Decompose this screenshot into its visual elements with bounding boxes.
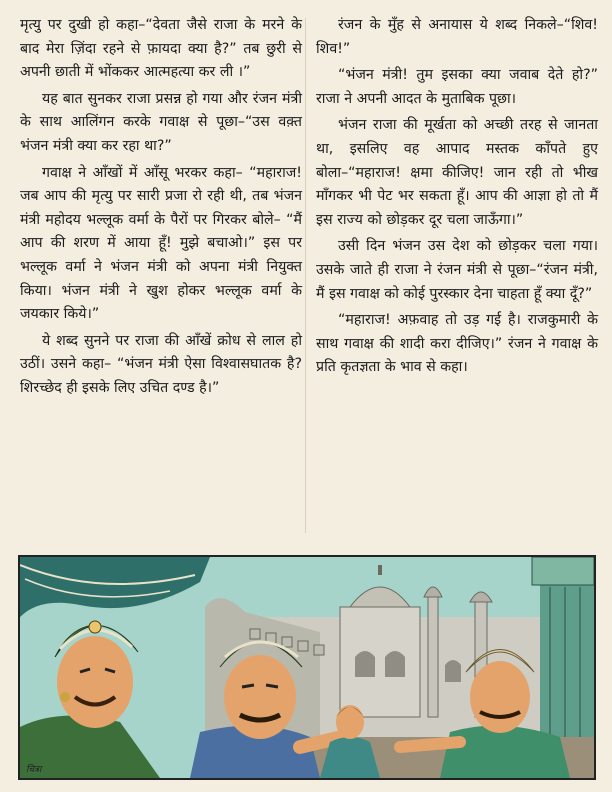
paragraph: “महाराज! अफ़वाह तो उड़ गई है। राजकुमारी के साथ गवाक्ष की शादी करा दीजिए।” रंजन ने गवाक्ष के प्रति कृतज्ञता के भाव से कहा। bbox=[316, 312, 598, 376]
paragraph: मृत्यु पर दुखी हो कहा–“देवता जैसे राजा के मरने के बाद मेरा ज़िंदा रहने से फ़ायदा क्या है?” तब छुरी से अपनी छाती में भोंककर आत्महत्या कर ली ।” bbox=[20, 17, 302, 81]
story-illustration bbox=[18, 555, 596, 780]
paragraph: ये शब्द सुनने पर राजा की आँखें क्रोध से लाल हो उठीं। उसने कहा– “भंजन मंत्री ऐसा विश्वासघातक है? शिरच्छेद ही इसके लिए उचित दण्ड है।” bbox=[20, 332, 302, 396]
paragraph: उसी दिन भंजन उस देश को छोड़कर चला गया। उसके जाते ही राजा ने रंजन मंत्री से पूछा–“रंजन मंत्री, मैं इस गवाक्ष को कोई पुरस्कार देना चाहता हूँ क्या दूँ?” bbox=[316, 238, 598, 302]
right-text-column bbox=[316, 14, 598, 383]
palace-tower bbox=[340, 607, 420, 717]
paragraph: गवाक्ष ने आँखों में आँसू भरकर कहा– “महाराज! जब आप की मृत्यु पर सारी प्रजा रो रही थी, तब भंजन मंत्री महोदय भल्लूक वर्मा के पैरों पर गिरकर बोले– “मैं आप की शरण में आया हूँ! मुझे बचाओ।” इस पर भल्लूक वर्मा ने भंजन मंत्री को अपना मंत्री नियुक्त किया। भंजन मंत्री ने खुश होकर भल्लूक वर्मा के जयकार किये।” bbox=[20, 164, 302, 323]
paragraph: यह बात सुनकर राजा प्रसन्न हो गया और रंजन मंत्री के साथ आलिंगन करके गवाक्ष से पूछा–“उस वक़्त भंजन मंत्री क्या कर रहा था?” bbox=[20, 90, 302, 154]
paragraph: भंजन राजा की मूर्खता को अच्छी तरह से जानता था, इसलिए वह आपाद मस्तक काँपते हुए बोला–“महाराज! क्षमा कीजिए! जान रही तो भीख माँगकर भी पेट भर सकता हूँ। आप की आज्ञा हो तो मैं इस राज्य को छोड़कर दूर चला जाऊँगा।” bbox=[316, 117, 598, 228]
artist-signature: चित्रा bbox=[26, 765, 42, 775]
paragraph: रंजन के मुँह से अनायास ये शब्द निकले–“शिव! शिव!” bbox=[316, 17, 598, 57]
illustration-art bbox=[20, 557, 594, 778]
column-divider bbox=[305, 18, 306, 533]
minaret bbox=[428, 597, 438, 717]
paragraph: “भंजन मंत्री! तुम इसका क्या जवाब देते हो?” राजा ने अपनी आदत के मुताबिक पूछा। bbox=[316, 67, 598, 107]
left-text-column bbox=[20, 14, 302, 404]
